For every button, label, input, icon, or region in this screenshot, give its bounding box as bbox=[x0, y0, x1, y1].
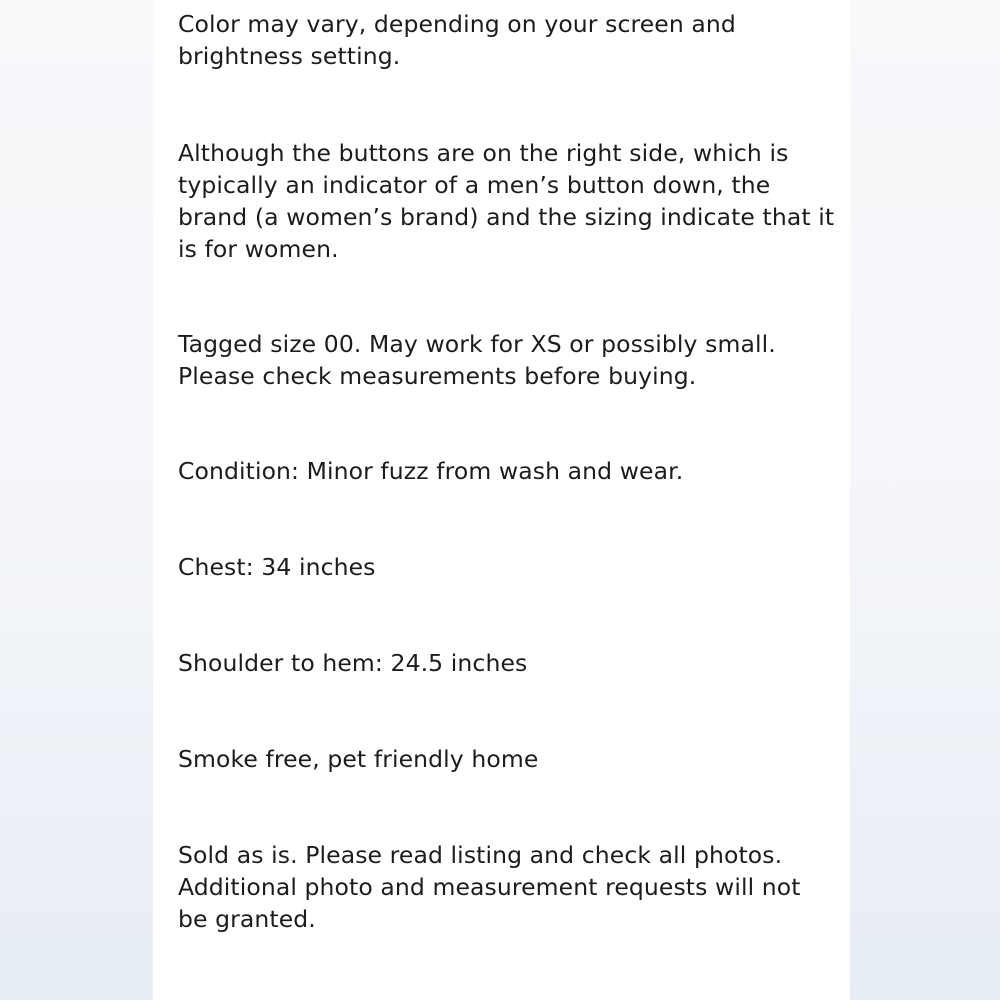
text-line: Tagged size 00. May work for XS or possibly small. bbox=[178, 330, 776, 358]
home-note bbox=[178, 743, 838, 775]
text-line: Condition: Minor fuzz from wash and wear. bbox=[178, 457, 684, 485]
text-line: is for women. bbox=[178, 235, 339, 263]
button-note-paragraph bbox=[178, 137, 838, 265]
text-line: Additional photo and measurement requests will not bbox=[178, 873, 801, 901]
condition-paragraph bbox=[178, 455, 838, 487]
sold-as-is-paragraph bbox=[178, 839, 838, 935]
text-line: Please check measurements before buying. bbox=[178, 362, 697, 390]
text-line: typically an indicator of a men’s button down, the bbox=[178, 171, 771, 199]
chest-measurement bbox=[178, 551, 838, 583]
text-line: Although the buttons are on the right side, which is bbox=[178, 139, 789, 167]
text-line: Shoulder to hem: 24.5 inches bbox=[178, 649, 528, 677]
listing-description-panel bbox=[153, 0, 850, 1000]
text-line: Chest: 34 inches bbox=[178, 553, 376, 581]
text-line: Smoke free, pet friendly home bbox=[178, 745, 539, 773]
text-line: brand (a women’s brand) and the sizing indicate that it bbox=[178, 203, 835, 231]
text-line: Color may vary, depending on your screen and bbox=[178, 10, 736, 38]
background-left bbox=[0, 0, 153, 1000]
color-note-paragraph bbox=[178, 8, 838, 72]
text-line: be granted. bbox=[178, 905, 316, 933]
shoulder-to-hem-measurement bbox=[178, 647, 838, 679]
size-note-paragraph bbox=[178, 328, 838, 392]
background-right bbox=[850, 0, 1000, 1000]
text-line: brightness setting. bbox=[178, 42, 401, 70]
text-line: Sold as is. Please read listing and check all photos. bbox=[178, 841, 783, 869]
